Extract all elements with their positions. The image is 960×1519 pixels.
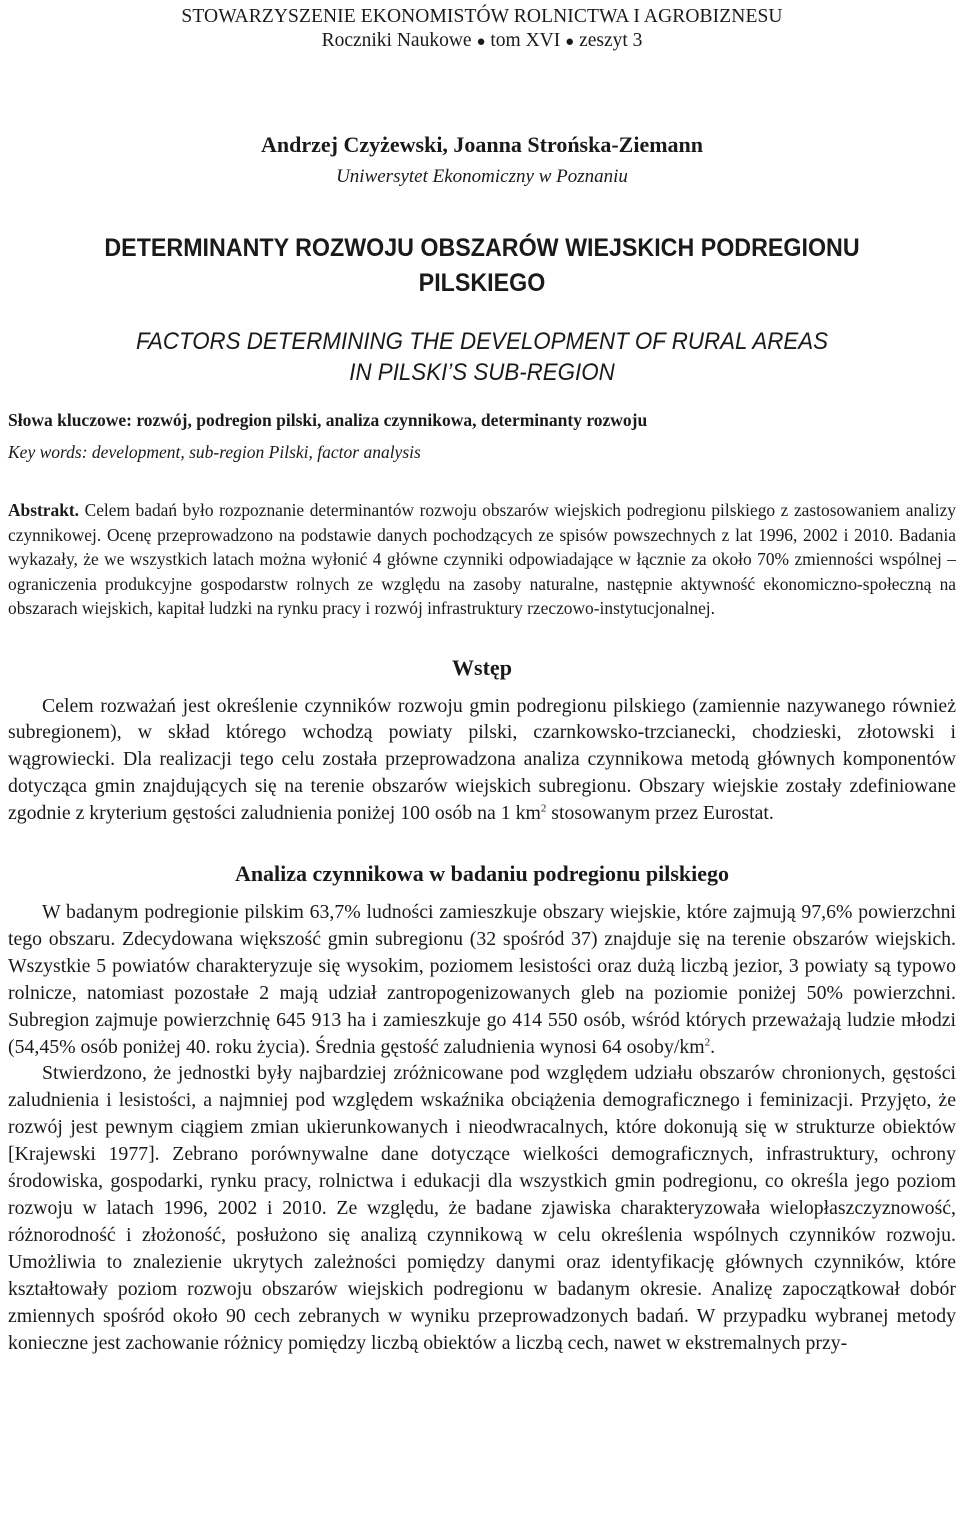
paragraph bbox=[8, 693, 956, 828]
paragraph-text: . bbox=[710, 1035, 716, 1058]
paragraph-text: stosowanym przez Eurostat. bbox=[546, 802, 774, 825]
bullet-separator: ● bbox=[476, 34, 486, 50]
abstract bbox=[8, 498, 956, 621]
keywords-polish: Słowa kluczowe: rozwój, podregion pilski, analiza czynnikowa, determinanty rozwoju bbox=[8, 410, 648, 430]
title-polish-line: DETERMINANTY ROZWOJU OBSZARÓW WIEJSKICH PODREGIONU bbox=[104, 234, 860, 262]
paper-page bbox=[8, 0, 956, 1356]
volume-number: tom XVI bbox=[490, 30, 561, 51]
paragraph-text: W badanym podregionie pilskim 63,7% ludności zamieszkuje obszary wiejskie, które zajmują 97,6% powierzchni tego obszaru. Zdecydowana większość gmin subregionu (32 spośród 37) znajduje się na terenie obszarów wiejskich. Wszystkie 5 powiatów charakteryzuje się wysokim, poziomem lesistości oraz dużą liczbą jezior, 3 powiaty są typowo rolnicze, natomiast pozostałe 2 mają udział zantropogenizowanych gleb na poziomie poniżej 50% powierzchni. Subregion zajmuje powierzchnię 645 913 ha i zamieszkuje go 414 550 osób, wśród których przeważają ludzie młodzi (54,45% osób poniżej 40. roku życia). Średnia gęstość zaludnienia wynosi 64 osoby/km bbox=[8, 901, 956, 1058]
abstract-text: Celem badań było rozpoznanie determinantów rozwoju obszarów wiejskich podregionu pilskiego z zastosowaniem analizy czynnikowej. Ocenę przeprowadzono na podstawie danych pochodzących ze spisów powszechnych z lat 1996, 2002 i 2010. Badania wykazały, że we wszystkich latach można wyłonić 4 główne czynniki odpowiadające w łącznie za około 70% zmienności wspólnej – ograniczenia produkcyjne gospodarstw rolnych ze względu na zasoby naturalne, następnie aktywność ekonomiczno-społeczną na obszarach wiejskich, kapitał ludzki na rynku pracy i rozwój infrastruktury rzeczowo-instytucjonalnej. bbox=[8, 500, 956, 618]
paragraph-text: Celem rozważań jest określenie czynników rozwoju gmin podregionu pilskiego (zamiennie nazywanego również subregionem), w skład którego wchodzą powiaty pilski, czarnkowsko-trzcianecki, chodzieski, złotowski i wągrowiecki. Dla realizacji tego celu została przeprowadzona analiza czynnikowa metodą głównych komponentów dotycząca gmin znajdujących się na terenie obszarów wiejskich subregionu. Obszary wiejskie zostały zdefiniowane zgodnie z kryterium gęstości zaludnienia poniżej 100 osób na 1 km bbox=[8, 694, 956, 825]
title-polish bbox=[41, 231, 923, 301]
bullet-separator: ● bbox=[565, 34, 575, 50]
authors: Andrzej Czyżewski, Joanna Strońska-Ziemann bbox=[260, 132, 704, 157]
abstract-label: Abstrakt. bbox=[8, 500, 80, 520]
affiliation: Uniwersytet Ekonomiczny w Poznaniu bbox=[336, 166, 628, 187]
journal-name: Roczniki Naukowe bbox=[321, 30, 472, 51]
journal-header bbox=[8, 5, 956, 54]
title-english bbox=[41, 326, 923, 388]
issue-number: zeszyt 3 bbox=[579, 30, 643, 51]
paragraph: Stwierdzono, że jednostki były najbardziej zróżnicowane pod względem udziału obszarów chronionych, gęstości zaludnienia i lesistości, a najmniej pod względem wskaźnika obciążenia demograficznego i feminizacji. Przyjęto, że rozwój jest pewnym ciągiem zmian ukierunkowanych i nieodwracalnych, które dokonują się w strukturze obiektów [Krajewski 1977]. Zebrano porównywalne dane dotyczące wielkości demograficznych, infrastruktury, ochrony środowiska, gospodarki, rynku pracy, rolnictwa i edukacji dla wszystkich gmin podregionu, co określa jego poziom rozwoju w latach 1996, 2002 i 2010. Ze względu, że badane zjawiska charakteryzowała wielopłaszczyznowość, różnorodność i złożoność, posłużono się analizą czynnikową w celu określenia wspólnych czynników rozwoju. Umożliwia to znalezienie ukrytych zależności pomiędzy danymi oraz identyfikację głównych czynników, które kształtowały poziom rozwoju obszarów wiejskich podregionu w badanym okresie. Analizę zapoczątkował dobór zmiennych spośród około 90 cech zebranych w wyniku przeprowadzonych badań. W przypadku wybranej metody konieczne jest zachowanie różnicy pomiędzy liczbą obiektów a liczbą cech, nawet w ekstremalnych przy- bbox=[8, 1062, 956, 1354]
intro-body bbox=[8, 693, 956, 828]
analysis-body bbox=[8, 899, 956, 1356]
journal-issue bbox=[8, 29, 956, 54]
organization-name: STOWARZYSZENIE EKONOMISTÓW ROLNICTWA I AGROBIZNESU bbox=[181, 6, 783, 27]
title-english-line: FACTORS DETERMINING THE DEVELOPMENT OF RURAL AREAS bbox=[135, 328, 829, 355]
superscript: 2 bbox=[704, 1035, 711, 1048]
paragraph bbox=[8, 899, 956, 1060]
keywords-english: Key words: development, sub-region Pilski, factor analysis bbox=[8, 442, 421, 462]
title-polish-line: PILSKIEGO bbox=[418, 269, 546, 297]
section-heading-intro: Wstęp bbox=[452, 654, 512, 680]
title-english-line: IN PILSKI’S SUB-REGION bbox=[349, 359, 615, 386]
section-heading-analysis: Analiza czynnikowa w badaniu podregionu pilskiego bbox=[234, 861, 730, 887]
superscript: 2 bbox=[540, 802, 547, 815]
